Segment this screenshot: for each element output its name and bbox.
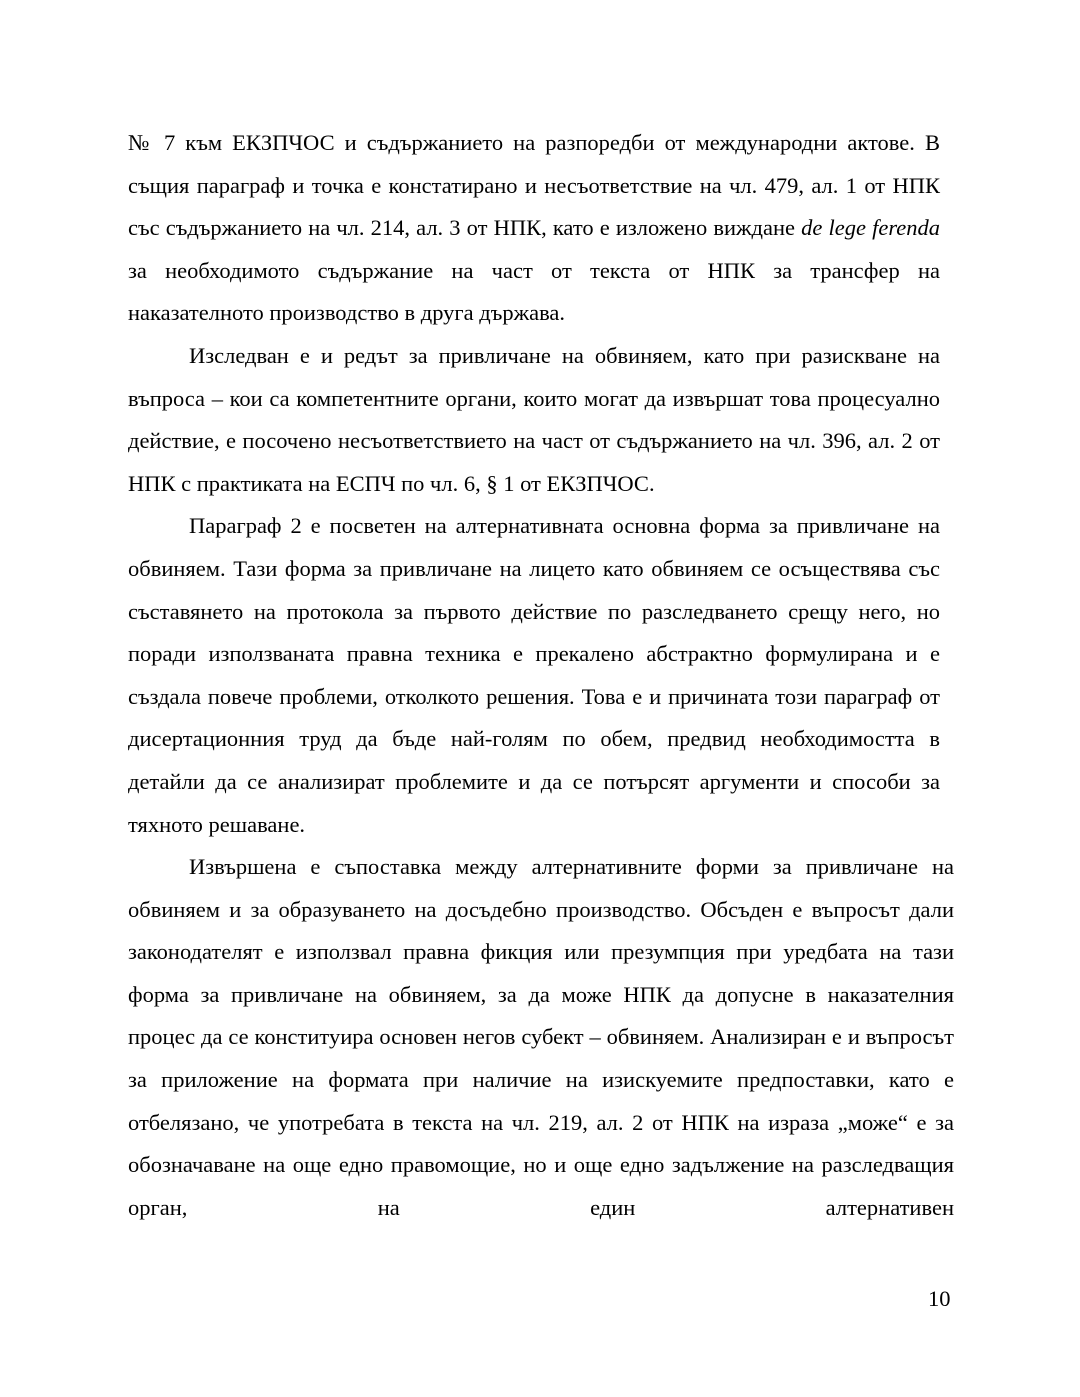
page-number: 10	[928, 1286, 951, 1311]
paragraph-1-text-end: за необходимото съдържание на част от текста от НПК за трансфер на наказателното производство в друга държава.	[128, 257, 940, 326]
paragraph-1	[128, 122, 940, 335]
text-body	[128, 122, 954, 1229]
paragraph-1-italic-term: de lege ferenda	[801, 215, 940, 241]
paragraph-2: Изследван е и редът за привличане на обвиняем, като при разискване на въпроса – кои са компетентните органи, които могат да извършат това процесуално действие, е посочено несъответствието на част от съдържанието на чл. 396, ал. 2 от НПК с практиката на ЕСПЧ по чл. 6, § 1 от ЕКЗПЧОС.	[128, 342, 940, 496]
paragraph-3: Параграф 2 е посветен на алтернативната основна форма за привличане на обвиняем. Тази форма за привличане на лицето като обвиняем се осъществява със съставянето на протокола за първото действие по разследването срещу него, но поради използваната правна техника е прекалено абстрактно формулирана и е създала повече проблеми, отколкото решения. Това е и причината този параграф от дисертационния труд да бъде най-голям по обем, предвид необходимостта в детайли да се анализират проблемите и да се потърсят аргументи и способи за тяхното решаване.	[128, 513, 940, 837]
paragraph-1-text-start: № 7 към ЕКЗПЧОС и съдържанието на разпоредби от международни актове. В същия параграф и точка е констатирано и несъответствие на чл. 479, ал. 1 от НПК със съдържанието на чл. 214, ал. 3 от НПК, като е изложено виждане	[128, 130, 940, 241]
paragraph-4: Извършена е съпоставка между алтернативните форми за привличане на обвиняем и за образуването на досъдебно производство. Обсъден е въпросът дали законодателят е използвал правна фикция или презумпция при уредбата на тази форма за привличане на обвиняем, за да може НПК да допусне в наказателния процес да се конституира основен негов субект – обвиняем. Анализиран е и въпросът за приложение на формата при наличие на изискуемите предпоставки, като е отбелязано, че употребата в текста на чл. 219, ал. 2 от НПК на израза „може“ е за обозначаване на още едно правомощие, но и още едно задължение на разследващия орган, на един алтернативен	[128, 854, 954, 1220]
